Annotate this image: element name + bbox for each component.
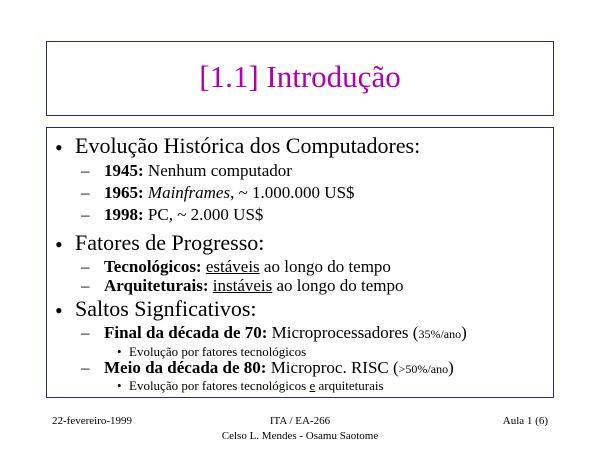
sub-item: [129, 379, 384, 392]
item-underline: estáveis: [205, 257, 260, 276]
item-text: ao longo do tempo: [259, 257, 391, 276]
item-label: 1965:: [104, 183, 144, 202]
sub-item-underline: e: [309, 378, 316, 393]
footer-date: 22-fevereiro-1999: [52, 415, 133, 427]
footer-course: ITA / EA-266: [269, 415, 331, 427]
item-text: Nenhum computador: [143, 161, 292, 180]
dash-marker: –: [81, 205, 90, 224]
item-underline: instáveis: [212, 276, 273, 295]
section-heading: Evolução Histórica dos Computadores:: [75, 133, 421, 158]
title-box: [46, 41, 554, 116]
item-text: ao longo do tempo: [272, 276, 404, 295]
growth-rate: >50%/ano: [398, 362, 449, 376]
sub-bullet: •: [117, 378, 122, 393]
item-label: Final da década de 70:: [104, 323, 268, 342]
dash-marker: –: [81, 358, 90, 377]
list-item: [104, 184, 355, 201]
content-box: [46, 127, 554, 398]
section-heading: Saltos Signficativos:: [75, 296, 257, 321]
bullet-dot: •: [55, 232, 63, 257]
item-italic: Mainframes: [147, 183, 231, 202]
footer-lesson: Aula 1 (6): [502, 415, 548, 427]
sub-bullet: •: [117, 344, 122, 359]
list-item: [104, 324, 467, 341]
bullet-dot: •: [55, 298, 63, 323]
sub-item-text: Evolução por fatores tecnológicos: [129, 378, 310, 393]
dash-marker: –: [81, 323, 90, 342]
sub-item: Evolução por fatores tecnológicos: [129, 344, 307, 359]
item-label: 1998:: [104, 205, 144, 224]
dash-marker: –: [81, 257, 90, 276]
list-item: [104, 277, 404, 294]
item-text: Microproc. RISC (: [266, 358, 399, 377]
item-text-end: ): [448, 358, 454, 377]
list-item: [104, 359, 454, 376]
growth-rate: 35%/ano: [418, 327, 462, 341]
item-text: , ~ 1.000.000 US$: [230, 183, 355, 202]
dash-marker: –: [81, 183, 90, 202]
item-text: Microprocessadores (: [267, 323, 419, 342]
dash-marker: –: [81, 161, 90, 180]
bullet-dot: •: [55, 135, 63, 160]
item-label: Arquiteturais:: [104, 276, 209, 295]
sub-item-text: arquiteturais: [315, 378, 384, 393]
item-label: 1945:: [104, 161, 144, 180]
item-text: PC, ~ 2.000 US$: [143, 205, 264, 224]
slide-title: [1.1] Introdução: [199, 59, 401, 94]
item-label: Meio da década de 80:: [104, 358, 267, 377]
item-label: Tecnológicos:: [104, 257, 202, 276]
list-item: [104, 206, 263, 223]
footer-authors: Celso L. Mendes - Osamu Saotome: [221, 430, 379, 442]
section-heading: Fatores de Progresso:: [75, 230, 265, 255]
item-text-end: ): [461, 323, 467, 342]
list-item: [104, 258, 391, 275]
list-item: [104, 162, 292, 179]
dash-marker: –: [81, 276, 90, 295]
